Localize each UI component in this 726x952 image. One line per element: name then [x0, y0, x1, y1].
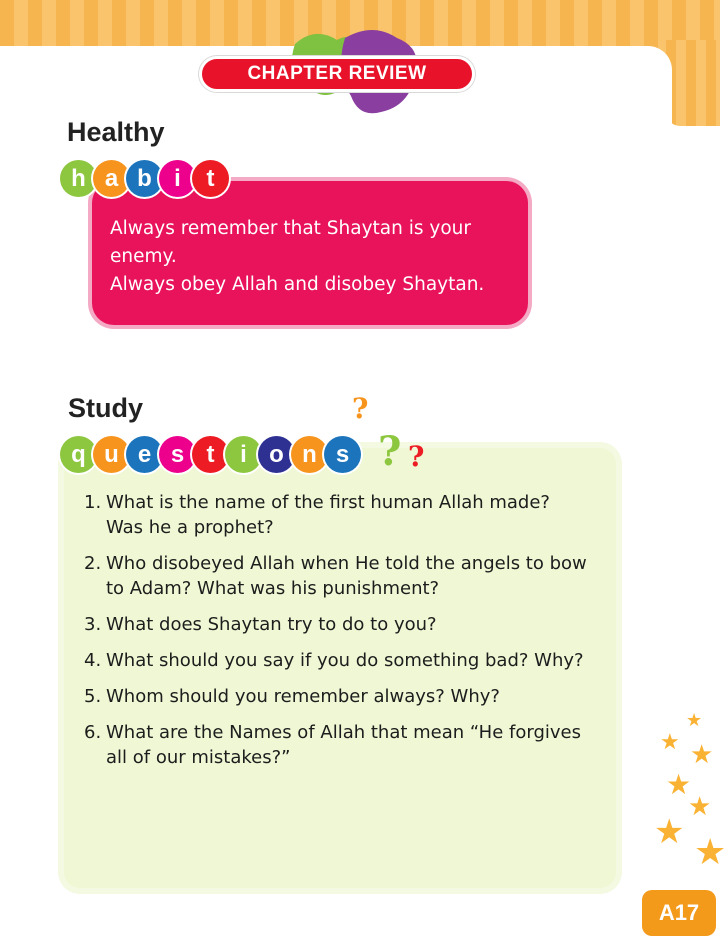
questions-letter: n	[291, 436, 328, 473]
question-mark-icon: ?	[352, 392, 369, 425]
question-item	[84, 684, 644, 709]
page-number: A17	[658, 900, 700, 925]
questions-letter: s	[159, 436, 196, 473]
question-line: Was he a prophet?	[106, 517, 274, 538]
question-line: What is the name of the first human Allah made?	[106, 492, 550, 513]
question-item	[84, 612, 644, 637]
habit-line: Always remember that Shaytan is your	[110, 218, 472, 239]
chapter-review-title: CHAPTER REVIEW	[247, 63, 427, 84]
habit-letter: b	[126, 160, 163, 197]
question-item	[84, 551, 644, 601]
star-icon: ★	[690, 740, 714, 770]
question-number: 1.	[84, 492, 102, 513]
star-icon: ★	[688, 792, 712, 822]
questions-letter: q	[60, 436, 97, 473]
question-number: 3.	[84, 614, 102, 635]
question-number: 6.	[84, 722, 102, 743]
question-line: Who disobeyed Allah when He told the angels to bow	[106, 553, 587, 574]
page-number-tab	[642, 890, 716, 936]
question-item	[84, 720, 644, 770]
question-line: What does Shaytan try to do to you?	[106, 614, 437, 635]
question-number: 4.	[84, 650, 102, 671]
habit-text	[110, 215, 520, 299]
star-icon: ★	[660, 730, 680, 755]
question-line: What should you say if you do something bad? Why?	[106, 650, 584, 671]
star-icon: ★	[654, 812, 685, 852]
questions-list	[84, 490, 644, 781]
question-line: Whom should you remember always? Why?	[106, 686, 500, 707]
question-number: 2.	[84, 553, 102, 574]
questions-letter: i	[225, 436, 262, 473]
habit-letter: h	[60, 160, 97, 197]
habit-line: Always obey Allah and disobey Shaytan.	[110, 274, 485, 295]
questions-letter: o	[258, 436, 295, 473]
healthy-heading: Healthy	[67, 117, 165, 147]
habit-letter: i	[159, 160, 196, 197]
habit-letter: t	[192, 160, 229, 197]
question-item	[84, 490, 644, 540]
habit-letter: a	[93, 160, 130, 197]
questions-letter: u	[93, 436, 130, 473]
star-icon: ★	[666, 768, 692, 801]
right-orange-tab	[666, 40, 720, 126]
question-item	[84, 648, 644, 673]
question-line: all of our mistakes?”	[106, 747, 291, 768]
question-line: What are the Names of Allah that mean “He forgives	[106, 722, 581, 743]
questions-letter: e	[126, 436, 163, 473]
question-number: 5.	[84, 686, 102, 707]
questions-letter-bubbles	[60, 436, 357, 473]
study-heading: Study	[68, 393, 144, 423]
habit-letter-bubbles	[60, 160, 225, 197]
questions-letter: t	[192, 436, 229, 473]
question-mark-icon: ?	[378, 428, 402, 475]
habit-line: enemy.	[110, 246, 177, 267]
star-icon: ★	[694, 832, 726, 873]
star-icon: ★	[686, 710, 703, 731]
chapter-review-banner	[199, 56, 475, 92]
question-mark-icon: ?	[408, 440, 425, 473]
questions-letter: s	[324, 436, 361, 473]
question-line: to Adam? What was his punishment?	[106, 578, 440, 599]
